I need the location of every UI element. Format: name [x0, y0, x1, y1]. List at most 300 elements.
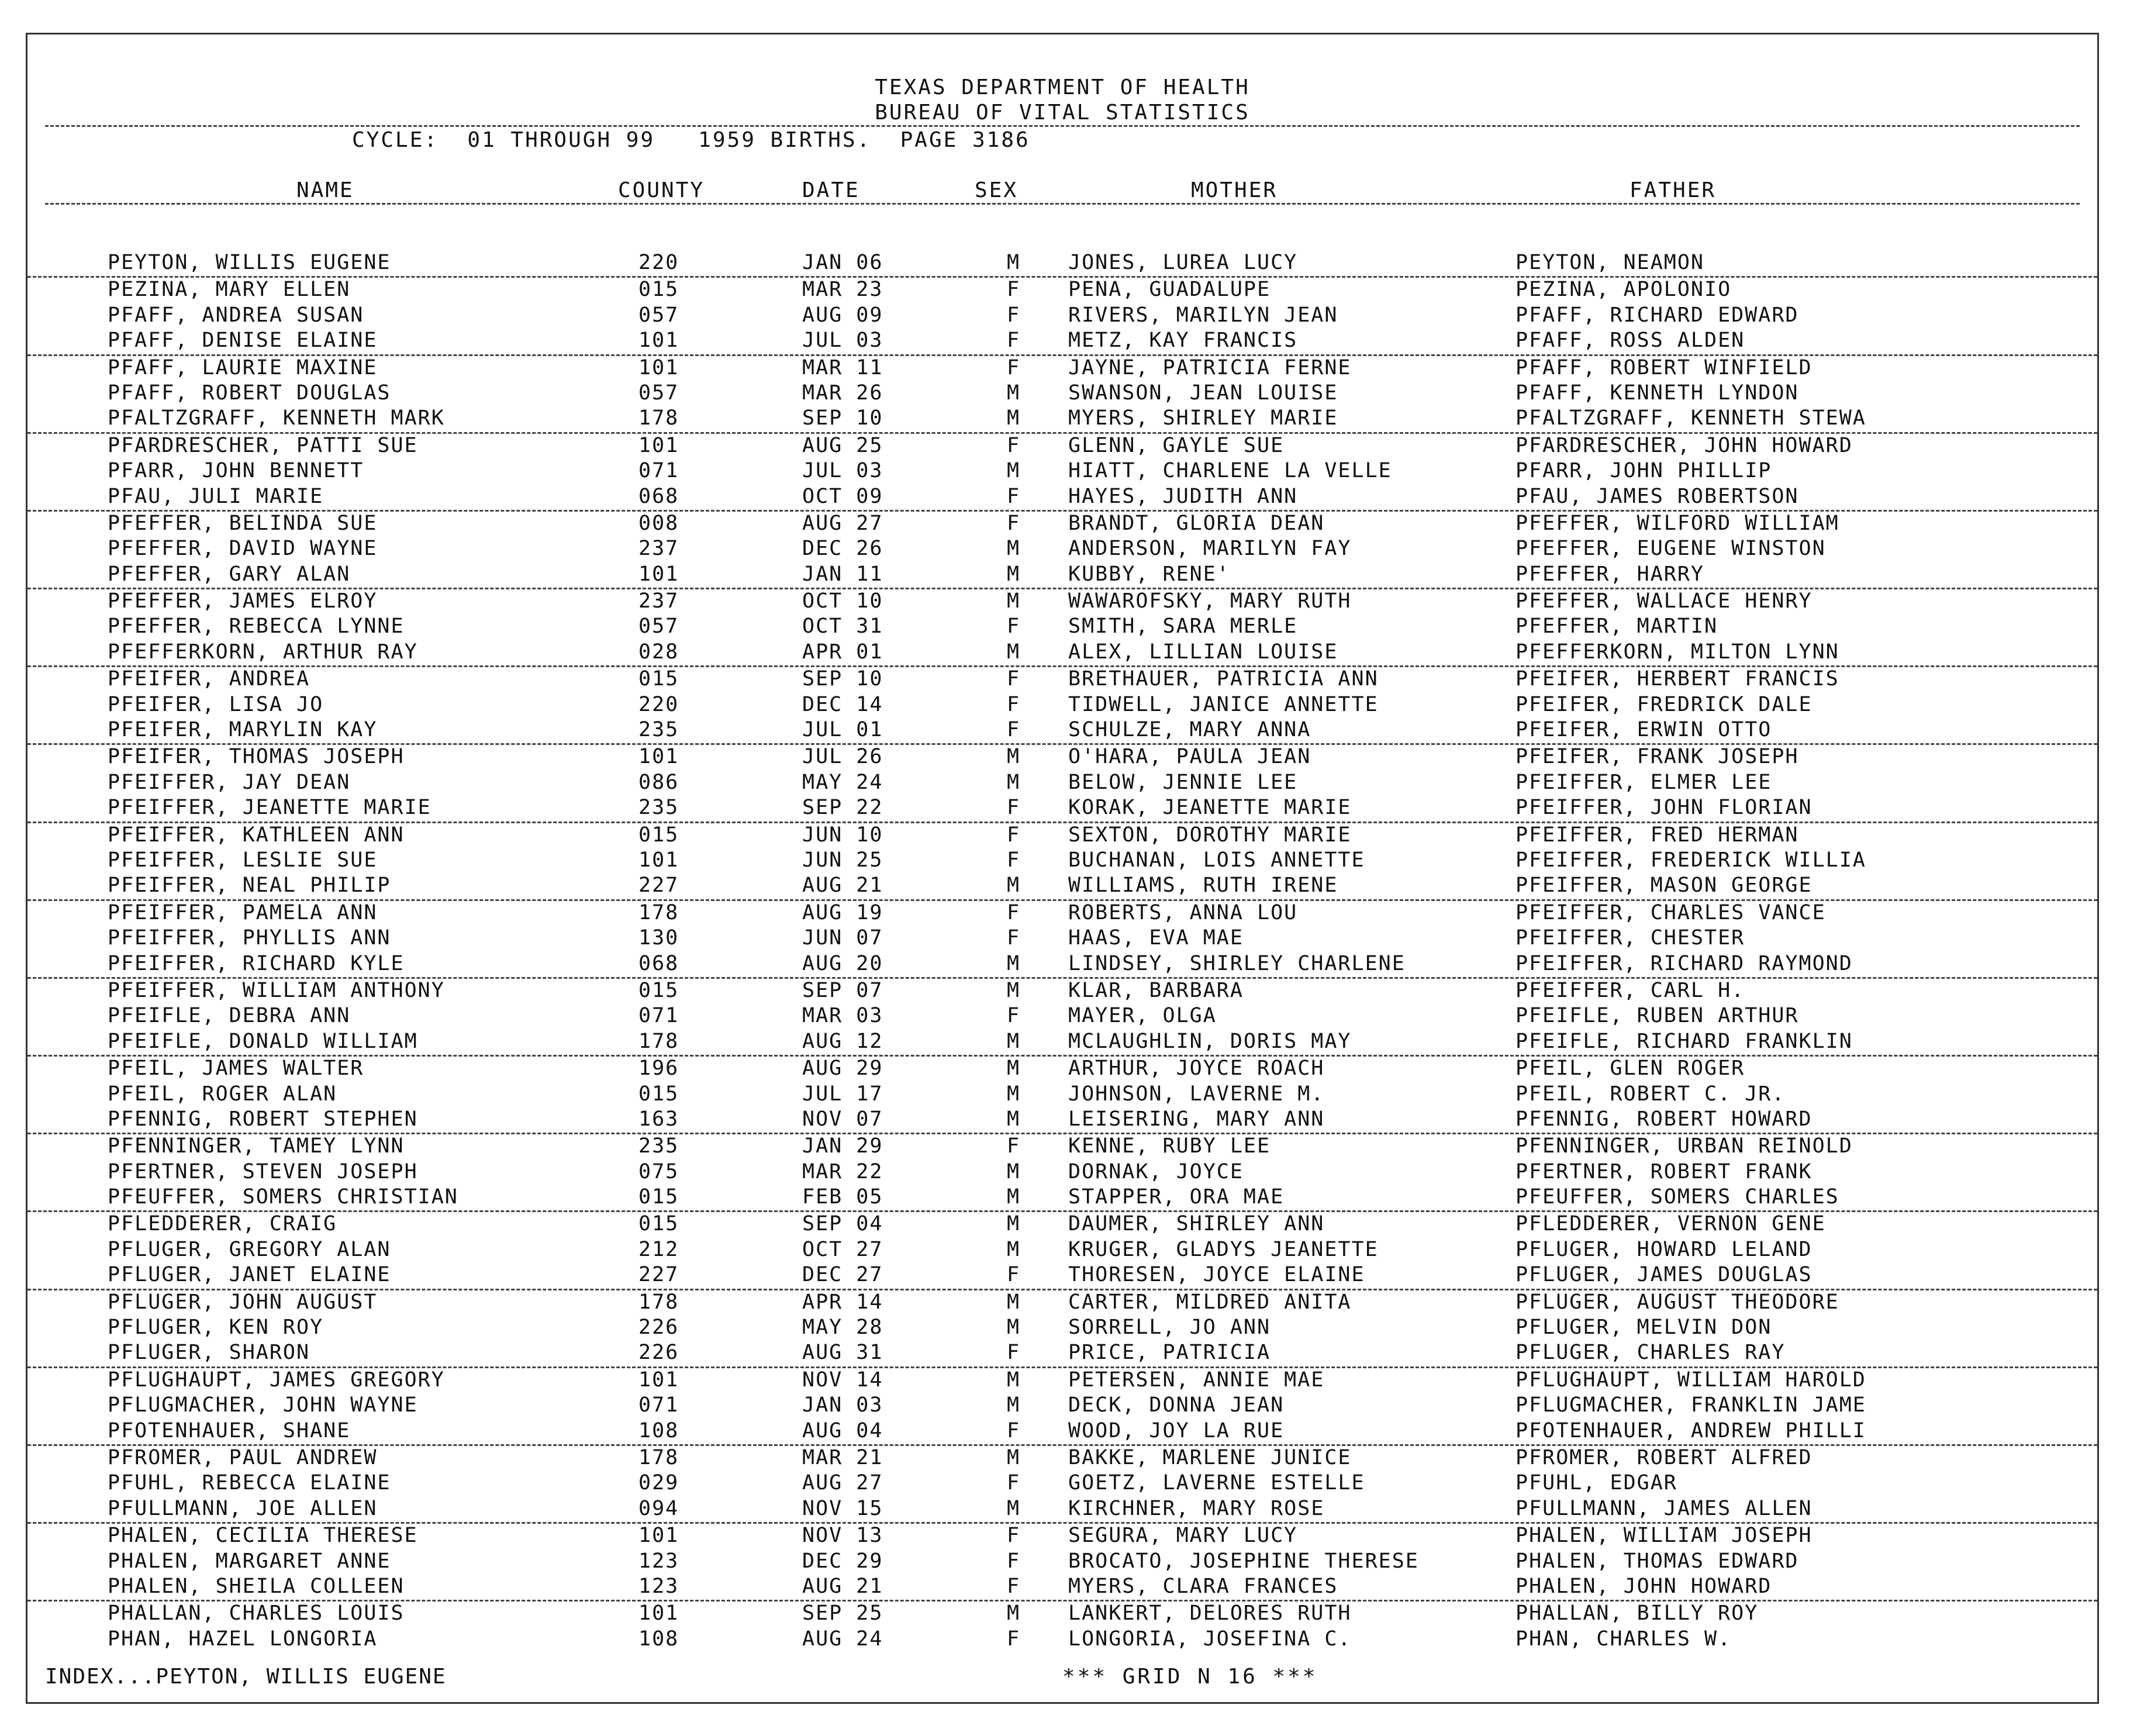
- cell-father: PFEIFFER, ELMER LEE: [1515, 770, 1772, 794]
- cell-sex: F: [1007, 926, 1021, 950]
- cell-mother: LEISERING, MARY ANN: [1068, 1107, 1325, 1131]
- table-row: [27, 1524, 2097, 1549]
- cell-county: 226: [638, 1316, 679, 1340]
- cell-name: PFEIFFER, JEANETTE MARIE: [108, 796, 431, 820]
- cell-mother: MAYER, OLGA: [1068, 1004, 1217, 1028]
- table-row: [27, 771, 2097, 796]
- cell-name: PFEFFER, GARY ALAN: [108, 562, 351, 586]
- cell-date: MAR 11: [802, 356, 883, 379]
- table-row: [27, 640, 2097, 667]
- cell-sex: F: [1007, 356, 1021, 379]
- cell-date: MAR 21: [802, 1445, 883, 1469]
- cell-name: PFAU, JULI MARIE: [108, 484, 324, 508]
- cell-mother: GLENN, GAYLE SUE: [1068, 433, 1285, 457]
- cell-county: 101: [638, 1368, 679, 1392]
- cell-name: PFEIFFER, RICHARD KYLE: [108, 951, 405, 975]
- cell-sex: M: [1007, 1316, 1021, 1340]
- table-row: [27, 874, 2097, 900]
- cell-mother: LANKERT, DELORES RUTH: [1068, 1602, 1352, 1625]
- cell-sex: M: [1007, 1107, 1021, 1131]
- cell-date: AUG 20: [802, 951, 883, 975]
- cell-name: PFLUGHAUPT, JAMES GREGORY: [108, 1368, 445, 1392]
- cell-name: PFAFF, LAURIE MAXINE: [108, 356, 378, 379]
- cell-name: PFEIL, ROGER ALAN: [108, 1082, 337, 1106]
- cell-sex: F: [1007, 718, 1021, 742]
- cell-county: 101: [638, 433, 679, 457]
- cell-name: PFEFFER, BELINDA SUE: [108, 511, 378, 535]
- cell-date: MAR 23: [802, 278, 883, 302]
- cell-father: PFROMER, ROBERT ALFRED: [1515, 1445, 1813, 1469]
- cell-date: MAR 26: [802, 381, 883, 405]
- table-row: [27, 1471, 2097, 1496]
- cell-county: 008: [638, 511, 679, 535]
- col-header-name: NAME: [296, 178, 354, 202]
- cell-county: 226: [638, 1341, 679, 1365]
- cell-mother: DAUMER, SHIRLEY ANN: [1068, 1212, 1325, 1236]
- cell-father: PFLUGER, AUGUST THEODORE: [1515, 1290, 1839, 1314]
- cell-father: PFULLMANN, JAMES ALLEN: [1515, 1496, 1813, 1520]
- cell-name: PFAFF, ANDREA SUSAN: [108, 303, 364, 327]
- cell-mother: HIATT, CHARLENE LA VELLE: [1068, 459, 1392, 483]
- cell-name: PFAFF, DENISE ELAINE: [108, 329, 378, 353]
- cell-mother: PETERSEN, ANNIE MAE: [1068, 1368, 1325, 1392]
- table-row: [27, 1134, 2097, 1159]
- cell-name: PFLUGER, SHARON: [108, 1341, 310, 1365]
- cell-father: PFEIFFER, RICHARD RAYMOND: [1515, 951, 1853, 975]
- cell-county: 101: [638, 745, 679, 769]
- cell-mother: LONGORIA, JOSEFINA C.: [1068, 1627, 1352, 1651]
- cell-father: PFEFFER, HARRY: [1515, 562, 1705, 586]
- cycle-line: CYCLE: 01 THROUGH 99 1959 BIRTHS. PAGE 3186: [352, 128, 1030, 152]
- table-row: [27, 1446, 2097, 1471]
- cell-mother: BRETHAUER, PATRICIA ANN: [1068, 667, 1379, 691]
- cell-name: PEZINA, MARY ELLEN: [108, 278, 351, 302]
- cell-date: SEP 22: [802, 796, 883, 820]
- cell-father: PFENNINGER, URBAN REINOLD: [1515, 1134, 1853, 1158]
- cell-father: PFEFFER, WALLACE HENRY: [1515, 589, 1813, 613]
- cell-sex: F: [1007, 1471, 1021, 1495]
- cell-sex: M: [1007, 381, 1021, 405]
- cell-father: PFOTENHAUER, ANDREW PHILLI: [1515, 1419, 1866, 1442]
- cell-name: PFEFFERKORN, ARTHUR RAY: [108, 640, 418, 664]
- cell-father: PFEIFLE, RICHARD FRANKLIN: [1515, 1029, 1853, 1053]
- cell-mother: KORAK, JEANETTE MARIE: [1068, 796, 1352, 820]
- table-row: [27, 356, 2097, 381]
- cell-sex: M: [1007, 745, 1021, 769]
- col-header-county: COUNTY: [618, 178, 705, 202]
- cell-mother: JONES, LUREA LUCY: [1068, 251, 1298, 274]
- cell-county: 071: [638, 459, 679, 483]
- cell-county: 130: [638, 926, 679, 950]
- cell-county: 015: [638, 823, 679, 847]
- cell-county: 123: [638, 1574, 679, 1598]
- cell-sex: M: [1007, 406, 1021, 430]
- cell-name: PFEFFER, JAMES ELROY: [108, 589, 378, 613]
- cell-county: 178: [638, 1290, 679, 1314]
- cell-father: PFALTZGRAFF, KENNETH STEWA: [1515, 406, 1866, 430]
- cell-sex: M: [1007, 1290, 1021, 1314]
- cell-mother: HAAS, EVA MAE: [1068, 926, 1244, 950]
- cell-county: 071: [638, 1004, 679, 1028]
- cell-sex: M: [1007, 589, 1021, 613]
- cell-date: AUG 04: [802, 1419, 883, 1442]
- table-row: [27, 303, 2097, 329]
- table-row: [27, 1212, 2097, 1237]
- cell-mother: KENNE, RUBY LEE: [1068, 1134, 1271, 1158]
- cell-date: AUG 21: [802, 1574, 883, 1598]
- table-row: [27, 1497, 2097, 1524]
- cell-date: SEP 07: [802, 978, 883, 1002]
- table-row: [27, 434, 2097, 459]
- cell-mother: KIRCHNER, MARY ROSE: [1068, 1496, 1325, 1520]
- table-row: [27, 745, 2097, 770]
- cell-date: NOV 13: [802, 1524, 883, 1548]
- cell-father: PFEUFFER, SOMERS CHARLES: [1515, 1185, 1839, 1209]
- cell-mother: BROCATO, JOSEPHINE THERESE: [1068, 1549, 1419, 1573]
- cell-sex: M: [1007, 640, 1021, 664]
- cell-mother: DORNAK, JOYCE: [1068, 1159, 1244, 1183]
- table-row: [27, 1185, 2097, 1212]
- cell-name: PFUHL, REBECCA ELAINE: [108, 1471, 391, 1495]
- cell-mother: CARTER, MILDRED ANITA: [1068, 1290, 1352, 1314]
- table-row: [27, 1627, 2097, 1652]
- cell-name: PFEFFER, DAVID WAYNE: [108, 537, 378, 561]
- cell-sex: M: [1007, 562, 1021, 586]
- cell-sex: M: [1007, 978, 1021, 1002]
- col-header-date: DATE: [802, 178, 860, 202]
- cell-mother: ROBERTS, ANNA LOU: [1068, 900, 1298, 924]
- cell-county: 220: [638, 692, 679, 716]
- cell-sex: M: [1007, 1057, 1021, 1081]
- cell-name: PFENNINGER, TAMEY LYNN: [108, 1134, 405, 1158]
- cell-father: PFEIFER, HERBERT FRANCIS: [1515, 667, 1839, 691]
- cell-county: 028: [638, 640, 679, 664]
- cell-father: PFAFF, ROBERT WINFIELD: [1515, 356, 1813, 379]
- cell-county: 237: [638, 537, 679, 561]
- cell-sex: F: [1007, 796, 1021, 820]
- cell-county: 101: [638, 329, 679, 353]
- table-row: [27, 1160, 2097, 1185]
- cell-county: 178: [638, 900, 679, 924]
- cell-date: APR 01: [802, 640, 883, 664]
- cell-sex: M: [1007, 1368, 1021, 1392]
- cell-mother: HAYES, JUDITH ANN: [1068, 484, 1298, 508]
- cell-father: PFLUGER, MELVIN DON: [1515, 1316, 1772, 1340]
- cell-date: OCT 09: [802, 484, 883, 508]
- cell-sex: F: [1007, 848, 1021, 872]
- table-row: [27, 1004, 2097, 1029]
- cell-date: SEP 25: [802, 1602, 883, 1625]
- cell-date: DEC 27: [802, 1263, 883, 1287]
- cell-father: PFLEDDERER, VERNON GENE: [1515, 1212, 1826, 1236]
- cell-date: NOV 07: [802, 1107, 883, 1131]
- cell-name: PFEIFFER, LESLIE SUE: [108, 848, 378, 872]
- cell-mother: BELOW, JENNIE LEE: [1068, 770, 1298, 794]
- cell-date: JUL 03: [802, 329, 883, 353]
- cell-name: PHALEN, SHEILA COLLEEN: [108, 1574, 405, 1598]
- cell-father: PFLUGER, JAMES DOUGLAS: [1515, 1263, 1813, 1287]
- cell-name: PHAN, HAZEL LONGORIA: [108, 1627, 378, 1651]
- cell-father: PHAN, CHARLES W.: [1515, 1627, 1732, 1651]
- cell-father: PFEIFER, ERWIN OTTO: [1515, 718, 1772, 742]
- cell-mother: THORESEN, JOYCE ELAINE: [1068, 1263, 1365, 1287]
- cell-sex: M: [1007, 1445, 1021, 1469]
- cell-sex: F: [1007, 1004, 1021, 1028]
- cell-father: PFENNIG, ROBERT HOWARD: [1515, 1107, 1813, 1131]
- cell-sex: M: [1007, 537, 1021, 561]
- cell-father: PFLUGER, CHARLES RAY: [1515, 1341, 1786, 1365]
- table-row: [27, 1602, 2097, 1627]
- table-row: [27, 485, 2097, 512]
- column-header-divider: [45, 203, 2080, 205]
- cell-date: SEP 10: [802, 667, 883, 691]
- table-row: [27, 926, 2097, 951]
- cell-father: PFEFFERKORN, MILTON LYNN: [1515, 640, 1839, 664]
- cell-name: PHALEN, CECILIA THERESE: [108, 1524, 418, 1548]
- cell-date: JAN 06: [802, 251, 883, 274]
- table-row: [27, 1107, 2097, 1134]
- cell-sex: F: [1007, 1627, 1021, 1651]
- col-header-sex: SEX: [975, 178, 1019, 202]
- cell-name: PFEIFER, LISA JO: [108, 692, 324, 716]
- cell-sex: M: [1007, 1185, 1021, 1209]
- cell-county: 015: [638, 1185, 679, 1209]
- cell-county: 015: [638, 1212, 679, 1236]
- cell-father: PHALEN, THOMAS EDWARD: [1515, 1549, 1799, 1573]
- cell-county: 178: [638, 1029, 679, 1053]
- cell-county: 057: [638, 615, 679, 639]
- cell-date: JUN 10: [802, 823, 883, 847]
- cell-father: PFEIL, GLEN ROGER: [1515, 1057, 1745, 1081]
- cell-father: PFAFF, KENNETH LYNDON: [1515, 381, 1799, 405]
- cell-county: 086: [638, 770, 679, 794]
- cell-county: 212: [638, 1237, 679, 1261]
- cell-sex: M: [1007, 770, 1021, 794]
- cell-father: PEZINA, APOLONIO: [1515, 278, 1732, 302]
- cell-name: PFEIFFER, NEAL PHILIP: [108, 874, 391, 898]
- table-row: [27, 1575, 2097, 1602]
- cell-mother: METZ, KAY FRANCIS: [1068, 329, 1298, 353]
- cell-date: JUL 03: [802, 459, 883, 483]
- cell-father: PFLUGER, HOWARD LELAND: [1515, 1237, 1813, 1261]
- cell-county: 196: [638, 1057, 679, 1081]
- cell-county: 057: [638, 303, 679, 327]
- cell-father: PFEIFFER, FREDERICK WILLIA: [1515, 848, 1866, 872]
- cell-mother: KLAR, BARBARA: [1068, 978, 1244, 1002]
- cell-county: 101: [638, 562, 679, 586]
- cell-mother: O'HARA, PAULA JEAN: [1068, 745, 1311, 769]
- col-header-father: FATHER: [1629, 178, 1717, 202]
- table-row: [27, 1290, 2097, 1316]
- cell-father: PFARR, JOHN PHILLIP: [1515, 459, 1772, 483]
- cell-mother: KUBBY, RENE': [1068, 562, 1230, 586]
- cell-sex: M: [1007, 1393, 1021, 1417]
- cell-mother: RIVERS, MARILYN JEAN: [1068, 303, 1338, 327]
- cell-county: 235: [638, 1134, 679, 1158]
- cell-date: JUL 26: [802, 745, 883, 769]
- cell-sex: F: [1007, 1549, 1021, 1573]
- cell-date: JUL 17: [802, 1082, 883, 1106]
- table-row: [27, 901, 2097, 926]
- cell-name: PFEIFER, THOMAS JOSEPH: [108, 745, 405, 769]
- cell-name: PFEFFER, REBECCA LYNNE: [108, 615, 405, 639]
- cell-county: 029: [638, 1471, 679, 1495]
- cell-county: 178: [638, 1445, 679, 1469]
- cell-mother: MYERS, CLARA FRANCES: [1068, 1574, 1338, 1598]
- cell-mother: BUCHANAN, LOIS ANNETTE: [1068, 848, 1365, 872]
- cell-father: PHALLAN, BILLY ROY: [1515, 1602, 1759, 1625]
- table-row: [27, 329, 2097, 356]
- cell-name: PFEIFFER, PAMELA ANN: [108, 900, 378, 924]
- cell-county: 057: [638, 381, 679, 405]
- cell-mother: ANDERSON, MARILYN FAY: [1068, 537, 1352, 561]
- cell-mother: STAPPER, ORA MAE: [1068, 1185, 1285, 1209]
- cell-sex: F: [1007, 484, 1021, 508]
- cell-date: AUG 31: [802, 1341, 883, 1365]
- cell-name: PFEIFFER, PHYLLIS ANN: [108, 926, 391, 950]
- cell-name: PFLUGER, JOHN AUGUST: [108, 1290, 378, 1314]
- cell-name: PFEUFFER, SOMERS CHRISTIAN: [108, 1185, 458, 1209]
- cell-father: PFEIFFER, FRED HERMAN: [1515, 823, 1799, 847]
- cell-name: PFEIL, JAMES WALTER: [108, 1057, 364, 1081]
- cell-mother: KRUGER, GLADYS JEANETTE: [1068, 1237, 1379, 1261]
- table-row: [27, 251, 2097, 278]
- cell-date: MAY 24: [802, 770, 883, 794]
- cell-mother: SWANSON, JEAN LOUISE: [1068, 381, 1338, 405]
- record-list: [27, 251, 2097, 1652]
- cell-sex: F: [1007, 1524, 1021, 1548]
- cell-father: PFLUGMACHER, FRANKLIN JAME: [1515, 1393, 1866, 1417]
- cell-sex: M: [1007, 951, 1021, 975]
- table-row: [27, 615, 2097, 640]
- table-row: [27, 406, 2097, 433]
- cell-father: PFEIFER, FRANK JOSEPH: [1515, 745, 1799, 769]
- table-row: [27, 667, 2097, 692]
- header-divider: [45, 125, 2080, 127]
- cell-sex: F: [1007, 692, 1021, 716]
- cell-sex: F: [1007, 823, 1021, 847]
- cell-date: NOV 14: [802, 1368, 883, 1392]
- table-row: [27, 952, 2097, 979]
- cell-father: PFAFF, ROSS ALDEN: [1515, 329, 1745, 353]
- table-row: [27, 1263, 2097, 1290]
- cell-name: PFROMER, PAUL ANDREW: [108, 1445, 378, 1469]
- cell-date: JUN 25: [802, 848, 883, 872]
- cell-sex: F: [1007, 1134, 1021, 1158]
- cell-county: 101: [638, 356, 679, 379]
- cell-name: PFEIFFER, WILLIAM ANTHONY: [108, 978, 445, 1002]
- cell-date: DEC 14: [802, 692, 883, 716]
- cell-county: 123: [638, 1549, 679, 1573]
- cell-date: JUN 07: [802, 926, 883, 950]
- cell-father: PFEFFER, MARTIN: [1515, 615, 1718, 639]
- cell-father: PFLUGHAUPT, WILLIAM HAROLD: [1515, 1368, 1866, 1392]
- cell-father: PEYTON, NEAMON: [1515, 251, 1705, 274]
- cell-county: 075: [638, 1159, 679, 1183]
- cell-county: 178: [638, 406, 679, 430]
- table-row: [27, 1082, 2097, 1107]
- cell-name: PFALTZGRAFF, KENNETH MARK: [108, 406, 445, 430]
- cell-sex: M: [1007, 1237, 1021, 1261]
- cell-father: PFAU, JAMES ROBERTSON: [1515, 484, 1799, 508]
- cell-date: AUG 24: [802, 1627, 883, 1651]
- cell-sex: F: [1007, 511, 1021, 535]
- cell-father: PFEIFFER, CHESTER: [1515, 926, 1745, 950]
- cell-date: OCT 10: [802, 589, 883, 613]
- cell-name: PFARR, JOHN BENNETT: [108, 459, 364, 483]
- cell-county: 101: [638, 848, 679, 872]
- cell-county: 108: [638, 1419, 679, 1442]
- cell-sex: F: [1007, 433, 1021, 457]
- cell-mother: BRANDT, GLORIA DEAN: [1068, 511, 1325, 535]
- cell-name: PFULLMANN, JOE ALLEN: [108, 1496, 378, 1520]
- cell-county: 101: [638, 1524, 679, 1548]
- cell-father: PFEIFLE, RUBEN ARTHUR: [1515, 1004, 1799, 1028]
- cell-county: 015: [638, 978, 679, 1002]
- cell-date: MAR 22: [802, 1159, 883, 1183]
- table-row: [27, 1549, 2097, 1575]
- cell-name: PFENNIG, ROBERT STEPHEN: [108, 1107, 418, 1131]
- cell-date: AUG 27: [802, 511, 883, 535]
- grid-footer: *** GRID N 16 ***: [1062, 1665, 1318, 1689]
- cell-name: PFAFF, ROBERT DOUGLAS: [108, 381, 391, 405]
- cell-name: PFLEDDERER, CRAIG: [108, 1212, 337, 1236]
- cell-mother: SEXTON, DOROTHY MARIE: [1068, 823, 1352, 847]
- cell-mother: ALEX, LILLIAN LOUISE: [1068, 640, 1338, 664]
- cell-county: 015: [638, 278, 679, 302]
- cell-mother: GOETZ, LAVERNE ESTELLE: [1068, 1471, 1365, 1495]
- table-row: [27, 278, 2097, 303]
- cell-date: FEB 05: [802, 1185, 883, 1209]
- cell-county: 235: [638, 718, 679, 742]
- cell-date: AUG 21: [802, 874, 883, 898]
- cell-date: AUG 09: [802, 303, 883, 327]
- cell-sex: M: [1007, 1029, 1021, 1053]
- table-row: [27, 718, 2097, 745]
- cell-date: AUG 27: [802, 1471, 883, 1495]
- cell-sex: M: [1007, 251, 1021, 274]
- cell-date: AUG 19: [802, 900, 883, 924]
- cell-father: PFEIFFER, JOHN FLORIAN: [1515, 796, 1813, 820]
- table-row: [27, 1419, 2097, 1446]
- cell-date: MAR 03: [802, 1004, 883, 1028]
- cell-county: 108: [638, 1627, 679, 1651]
- cell-date: NOV 15: [802, 1496, 883, 1520]
- cell-father: PHALEN, JOHN HOWARD: [1515, 1574, 1772, 1598]
- cell-name: PFLUGMACHER, JOHN WAYNE: [108, 1393, 418, 1417]
- cell-sex: F: [1007, 1419, 1021, 1442]
- cell-mother: PRICE, PATRICIA: [1068, 1341, 1271, 1365]
- cell-mother: DECK, DONNA JEAN: [1068, 1393, 1285, 1417]
- cell-father: PFEIFFER, CARL H.: [1515, 978, 1745, 1002]
- col-header-mother: MOTHER: [1191, 178, 1278, 202]
- table-row: [27, 562, 2097, 589]
- cell-father: PFAFF, RICHARD EDWARD: [1515, 303, 1799, 327]
- cell-name: PFEIFER, ANDREA: [108, 667, 310, 691]
- table-row: [27, 459, 2097, 484]
- cell-father: PHALEN, WILLIAM JOSEPH: [1515, 1524, 1813, 1548]
- cell-date: APR 14: [802, 1290, 883, 1314]
- cell-name: PFEIFER, MARYLIN KAY: [108, 718, 378, 742]
- cell-name: PHALLAN, CHARLES LOUIS: [108, 1602, 405, 1625]
- table-row: [27, 1341, 2097, 1368]
- cell-sex: F: [1007, 667, 1021, 691]
- cell-father: PFERTNER, ROBERT FRANK: [1515, 1159, 1813, 1183]
- cell-sex: M: [1007, 459, 1021, 483]
- cell-county: 015: [638, 1082, 679, 1106]
- cell-mother: WOOD, JOY LA RUE: [1068, 1419, 1285, 1442]
- cell-mother: SORRELL, JO ANN: [1068, 1316, 1271, 1340]
